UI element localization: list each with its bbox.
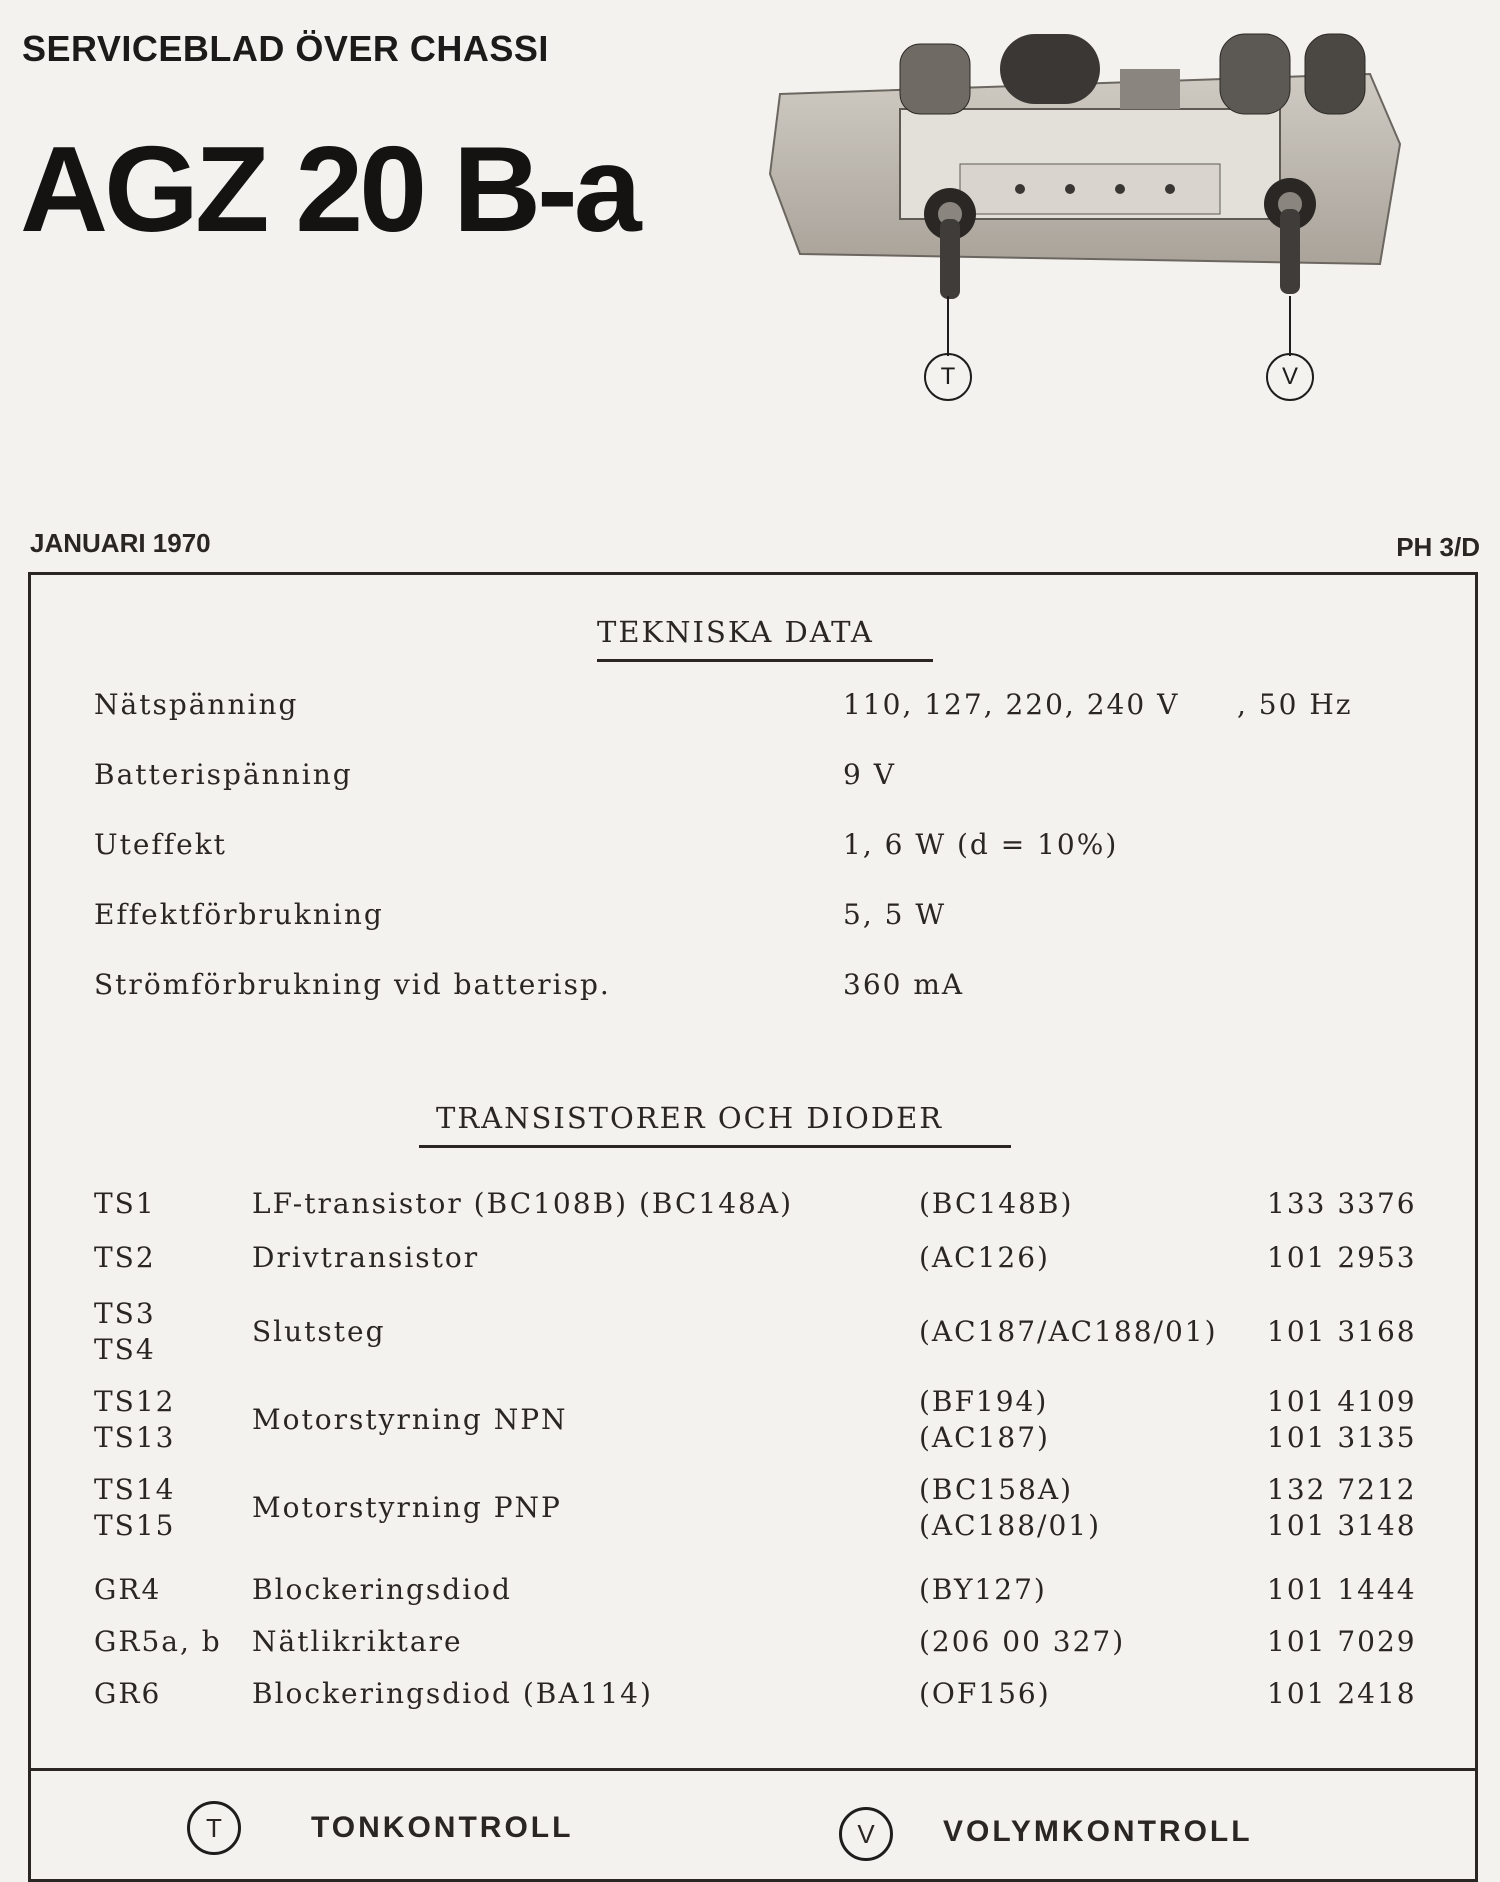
model-title: AGZ 20 B-a: [20, 121, 638, 257]
spec-label: Effektförbrukning: [94, 898, 384, 931]
component-part-number: 133 3376: [1267, 1187, 1417, 1220]
component-type: (BF194): [919, 1385, 1049, 1418]
spec-label: Batterispänning: [94, 758, 353, 791]
legend-v-icon: V: [839, 1807, 893, 1861]
component-type: (AC188/01): [919, 1509, 1101, 1542]
component-description: Motorstyrning NPN: [252, 1403, 568, 1436]
component-part-number: 101 2953: [1267, 1241, 1417, 1274]
component-type: (AC187): [919, 1421, 1050, 1454]
spec-value: 5, 5 W: [843, 898, 947, 931]
component-ref: TS2: [94, 1241, 156, 1274]
component-description: Slutsteg: [252, 1315, 386, 1348]
spec-value: 1, 6 W (d = 10%): [843, 828, 1119, 861]
component-ref: GR4: [94, 1573, 162, 1606]
spec-value: 110, 127, 220, 240 V: [843, 688, 1180, 721]
component-ref: TS14: [94, 1473, 176, 1506]
legend-divider: [31, 1768, 1475, 1771]
document-code: PH 3/D: [1396, 532, 1480, 562]
spec-value: 360 mA: [843, 968, 965, 1001]
transistorer-heading: TRANSISTORER OCH DIODER: [436, 1101, 944, 1135]
legend-t-label: TONKONTROLL: [311, 1811, 574, 1844]
data-frame: [28, 572, 1478, 1882]
spec-value: 9 V: [843, 758, 896, 791]
legend-v-label: VOLYMKONTROLL: [943, 1815, 1253, 1848]
legend-t-icon: T: [187, 1801, 241, 1855]
callout-t: T: [924, 353, 972, 401]
component-type: (BC158A): [919, 1473, 1074, 1506]
component-description: Nätlikriktare: [252, 1625, 463, 1658]
component-ref: TS15: [94, 1509, 176, 1542]
component-part-number: 101 3135: [1267, 1421, 1417, 1454]
component-type: (BC148B): [919, 1187, 1074, 1220]
component-description: Drivtransistor: [252, 1241, 480, 1274]
spec-extra: , 50 Hz: [1237, 688, 1353, 721]
component-ref: TS3: [94, 1297, 156, 1330]
component-part-number: 101 1444: [1267, 1573, 1417, 1606]
component-type: (BY127): [919, 1573, 1047, 1606]
component-description: Motorstyrning PNP: [252, 1491, 562, 1524]
component-ref: TS12: [94, 1385, 176, 1418]
component-ref: GR6: [94, 1677, 162, 1710]
component-type: (206 00 327): [919, 1625, 1126, 1658]
spec-label: Uteffekt: [94, 828, 227, 861]
spec-label: Strömförbrukning vid batterisp.: [94, 968, 611, 1001]
callout-v: V: [1266, 353, 1314, 401]
component-type: (AC126): [919, 1241, 1050, 1274]
component-description: Blockeringsdiod: [252, 1573, 512, 1606]
component-type: (AC187/AC188/01): [919, 1315, 1218, 1348]
component-ref: TS1: [94, 1187, 156, 1220]
component-type: (OF156): [919, 1677, 1051, 1710]
spec-label: Nätspänning: [94, 688, 299, 721]
component-part-number: 101 3148: [1267, 1509, 1417, 1542]
component-description: LF-transistor (BC108B) (BC148A): [252, 1187, 793, 1220]
component-ref: TS13: [94, 1421, 176, 1454]
component-description: Blockeringsdiod (BA114): [252, 1677, 653, 1710]
component-part-number: 101 7029: [1267, 1625, 1417, 1658]
component-part-number: 132 7212: [1267, 1473, 1417, 1506]
document-date: JANUARI 1970: [30, 528, 211, 558]
component-ref: GR5a, b: [94, 1625, 222, 1658]
chassis-photo: [760, 14, 1410, 314]
tekniska-data-heading: TEKNISKA DATA: [597, 615, 874, 649]
component-part-number: 101 3168: [1267, 1315, 1417, 1348]
component-part-number: 101 4109: [1267, 1385, 1417, 1418]
component-ref: TS4: [94, 1333, 156, 1366]
component-part-number: 101 2418: [1267, 1677, 1417, 1710]
document-kicker: SERVICEBLAD ÖVER CHASSI: [22, 28, 549, 69]
